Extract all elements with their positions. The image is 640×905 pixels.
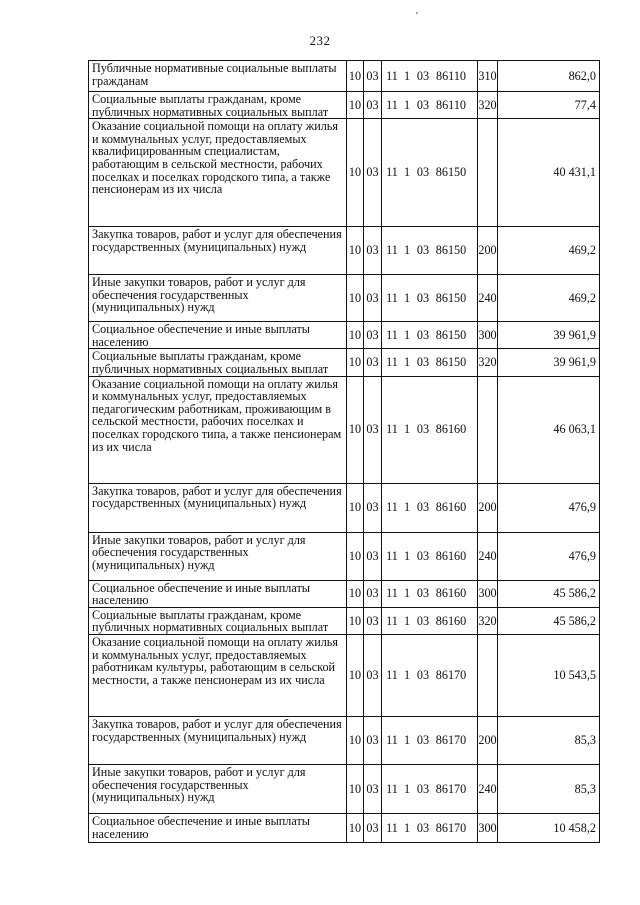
amount: 10 543,5 bbox=[498, 634, 600, 716]
target-article-code bbox=[382, 532, 478, 580]
expense-type-code: 300 bbox=[478, 322, 498, 349]
section-code: 10 bbox=[347, 813, 364, 842]
target-article-part: 11 bbox=[386, 327, 398, 342]
target-article-part: 11 bbox=[386, 355, 398, 370]
target-article-part: 11 bbox=[386, 97, 398, 112]
section-code: 10 bbox=[347, 532, 364, 580]
target-article-code bbox=[382, 716, 478, 764]
target-article-part: 1 bbox=[403, 165, 411, 180]
target-article-part: 11 bbox=[386, 500, 398, 515]
expense-name: Социальное обеспечение и иные выплаты населению bbox=[89, 322, 347, 349]
target-article-part: 1 bbox=[403, 422, 411, 437]
expense-name: Социальные выплаты гражданам, кроме публичных нормативных социальных выплат bbox=[89, 607, 347, 634]
target-article-part: 03 bbox=[416, 500, 430, 515]
expense-name: Социальное обеспечение и иные выплаты населению bbox=[89, 813, 347, 842]
amount: 476,9 bbox=[498, 483, 600, 532]
subsection-code: 03 bbox=[364, 532, 382, 580]
amount: 45 586,2 bbox=[498, 607, 600, 634]
section-code: 10 bbox=[347, 376, 364, 483]
target-article-part: 03 bbox=[416, 97, 430, 112]
target-article-code bbox=[382, 483, 478, 532]
table-row bbox=[89, 716, 600, 764]
target-article-part: 1 bbox=[403, 668, 411, 683]
target-article-part: 03 bbox=[416, 613, 430, 628]
expense-type-code: 300 bbox=[478, 580, 498, 607]
budget-table bbox=[88, 60, 600, 843]
target-article-part: 03 bbox=[416, 820, 430, 835]
target-article-part: 1 bbox=[403, 243, 411, 258]
subsection-code: 03 bbox=[364, 92, 382, 119]
section-code: 10 bbox=[347, 227, 364, 275]
subsection-code: 03 bbox=[364, 483, 382, 532]
target-article-part: 86170 bbox=[435, 820, 467, 835]
target-article-part: 03 bbox=[416, 290, 430, 305]
expense-name: Социальные выплаты гражданам, кроме публичных нормативных социальных выплат bbox=[89, 92, 347, 119]
amount: 85,3 bbox=[498, 716, 600, 764]
section-code: 10 bbox=[347, 716, 364, 764]
table-row bbox=[89, 634, 600, 716]
section-code: 10 bbox=[347, 119, 364, 227]
table-row bbox=[89, 376, 600, 483]
target-article-part: 1 bbox=[403, 781, 411, 796]
table-row bbox=[89, 322, 600, 349]
table-row bbox=[89, 119, 600, 227]
target-article-part: 1 bbox=[403, 290, 411, 305]
target-article-part: 86170 bbox=[435, 733, 467, 748]
table-row bbox=[89, 92, 600, 119]
target-article-part: 11 bbox=[386, 165, 398, 180]
target-article-code bbox=[382, 92, 478, 119]
subsection-code: 03 bbox=[364, 275, 382, 322]
target-article-part: 03 bbox=[416, 733, 430, 748]
table-row bbox=[89, 532, 600, 580]
expense-name: Закупка товаров, работ и услуг для обеспечения государственных (муниципальных) нужд bbox=[89, 227, 347, 275]
expense-type-code: 200 bbox=[478, 483, 498, 532]
amount: 469,2 bbox=[498, 275, 600, 322]
target-article-part: 11 bbox=[386, 290, 398, 305]
section-code: 10 bbox=[347, 61, 364, 92]
expense-type-code: 200 bbox=[478, 716, 498, 764]
target-article-part: 11 bbox=[386, 243, 398, 258]
subsection-code: 03 bbox=[364, 580, 382, 607]
section-code: 10 bbox=[347, 607, 364, 634]
expense-name: Закупка товаров, работ и услуг для обеспечения государственных (муниципальных) нужд bbox=[89, 716, 347, 764]
section-code: 10 bbox=[347, 764, 364, 813]
subsection-code: 03 bbox=[364, 764, 382, 813]
expense-type-code: 320 bbox=[478, 349, 498, 376]
amount: 77,4 bbox=[498, 92, 600, 119]
table-row bbox=[89, 580, 600, 607]
target-article-code bbox=[382, 813, 478, 842]
target-article-part: 03 bbox=[416, 586, 430, 601]
target-article-part: 1 bbox=[403, 500, 411, 515]
subsection-code: 03 bbox=[364, 227, 382, 275]
table-row bbox=[89, 349, 600, 376]
target-article-part: 86160 bbox=[435, 422, 467, 437]
target-article-part: 86150 bbox=[435, 355, 467, 370]
expense-type-code: 240 bbox=[478, 532, 498, 580]
expense-type-code bbox=[478, 634, 498, 716]
target-article-part: 03 bbox=[416, 243, 430, 258]
target-article-part: 86150 bbox=[435, 290, 467, 305]
target-article-part: 11 bbox=[386, 548, 398, 563]
target-article-part: 86150 bbox=[435, 165, 467, 180]
table-row bbox=[89, 813, 600, 842]
target-article-part: 03 bbox=[416, 327, 430, 342]
section-code: 10 bbox=[347, 322, 364, 349]
table-row bbox=[89, 607, 600, 634]
target-article-part: 03 bbox=[416, 422, 430, 437]
target-article-part: 86160 bbox=[435, 548, 467, 563]
section-code: 10 bbox=[347, 349, 364, 376]
expense-name: Иные закупки товаров, работ и услуг для обеспечения государственных (муниципальных) нужд bbox=[89, 764, 347, 813]
target-article-part: 03 bbox=[416, 165, 430, 180]
amount: 46 063,1 bbox=[498, 376, 600, 483]
target-article-part: 03 bbox=[416, 355, 430, 370]
target-article-part: 86150 bbox=[435, 327, 467, 342]
target-article-part: 11 bbox=[386, 668, 398, 683]
target-article-code bbox=[382, 227, 478, 275]
target-article-part: 1 bbox=[403, 586, 411, 601]
section-code: 10 bbox=[347, 275, 364, 322]
target-article-part: 1 bbox=[403, 613, 411, 628]
target-article-part: 11 bbox=[386, 586, 398, 601]
target-article-code bbox=[382, 376, 478, 483]
amount: 45 586,2 bbox=[498, 580, 600, 607]
expense-name: Иные закупки товаров, работ и услуг для обеспечения государственных (муниципальных) нужд bbox=[89, 275, 347, 322]
target-article-part: 1 bbox=[403, 327, 411, 342]
expense-name: Оказание социальной помощи на оплату жилья и коммунальных услуг, предоставляемых работникам культуры, работающим в сельской местности, а также пенсионерам из их числа bbox=[89, 634, 347, 716]
target-article-code bbox=[382, 119, 478, 227]
subsection-code: 03 bbox=[364, 716, 382, 764]
target-article-code bbox=[382, 61, 478, 92]
target-article-code bbox=[382, 607, 478, 634]
target-article-part: 86160 bbox=[435, 500, 467, 515]
amount: 39 961,9 bbox=[498, 322, 600, 349]
target-article-code bbox=[382, 349, 478, 376]
target-article-part: 11 bbox=[386, 422, 398, 437]
expense-type-code: 310 bbox=[478, 61, 498, 92]
target-article-code bbox=[382, 275, 478, 322]
amount: 469,2 bbox=[498, 227, 600, 275]
target-article-part: 86160 bbox=[435, 613, 467, 628]
subsection-code: 03 bbox=[364, 607, 382, 634]
section-code: 10 bbox=[347, 483, 364, 532]
target-article-part: 11 bbox=[386, 733, 398, 748]
section-code: 10 bbox=[347, 92, 364, 119]
amount: 40 431,1 bbox=[498, 119, 600, 227]
target-article-part: 86170 bbox=[435, 781, 467, 796]
target-article-part: 1 bbox=[403, 68, 411, 83]
amount: 39 961,9 bbox=[498, 349, 600, 376]
target-article-part: 03 bbox=[416, 668, 430, 683]
target-article-part: 1 bbox=[403, 355, 411, 370]
target-article-part: 86110 bbox=[435, 68, 467, 83]
target-article-part: 11 bbox=[386, 781, 398, 796]
target-article-part: 11 bbox=[386, 820, 398, 835]
expense-type-code: 240 bbox=[478, 275, 498, 322]
target-article-part: 11 bbox=[386, 613, 398, 628]
target-article-part: 03 bbox=[416, 781, 430, 796]
target-article-part: 86170 bbox=[435, 668, 467, 683]
target-article-part: 86110 bbox=[435, 97, 467, 112]
amount: 10 458,2 bbox=[498, 813, 600, 842]
table-row bbox=[89, 61, 600, 92]
expense-type-code: 320 bbox=[478, 92, 498, 119]
expense-type-code: 200 bbox=[478, 227, 498, 275]
expense-name: Оказание социальной помощи на оплату жилья и коммунальных услуг, предоставляемых педагогическим работникам, проживающим в сельской местности, рабочих поселках и поселках городского типа, а также пенсионерам из их числа bbox=[89, 376, 347, 483]
target-article-part: 86150 bbox=[435, 243, 467, 258]
expense-name: Социальные выплаты гражданам, кроме публичных нормативных социальных выплат bbox=[89, 349, 347, 376]
table-row bbox=[89, 227, 600, 275]
expense-type-code: 300 bbox=[478, 813, 498, 842]
target-article-part: 11 bbox=[386, 68, 398, 83]
amount: 85,3 bbox=[498, 764, 600, 813]
subsection-code: 03 bbox=[364, 813, 382, 842]
target-article-part: 1 bbox=[403, 820, 411, 835]
expense-name: Социальное обеспечение и иные выплаты населению bbox=[89, 580, 347, 607]
expense-name: Закупка товаров, работ и услуг для обеспечения государственных (муниципальных) нужд bbox=[89, 483, 347, 532]
target-article-code bbox=[382, 580, 478, 607]
expense-name: Оказание социальной помощи на оплату жилья и коммунальных услуг, предоставляемых квалифицированным специалистам, работающим в сельской местности, рабочих поселках и поселках городского типа, а также пенсионерам из их числа bbox=[89, 119, 347, 227]
target-article-part: 1 bbox=[403, 97, 411, 112]
amount: 476,9 bbox=[498, 532, 600, 580]
section-code: 10 bbox=[347, 580, 364, 607]
expense-type-code bbox=[478, 376, 498, 483]
target-article-code bbox=[382, 634, 478, 716]
table-row bbox=[89, 483, 600, 532]
expense-type-code bbox=[478, 119, 498, 227]
expense-name: Публичные нормативные социальные выплаты гражданам bbox=[89, 61, 347, 92]
subsection-code: 03 bbox=[364, 349, 382, 376]
scan-speck bbox=[416, 12, 418, 14]
amount: 862,0 bbox=[498, 61, 600, 92]
page-number: 232 bbox=[309, 33, 331, 48]
subsection-code: 03 bbox=[364, 322, 382, 349]
table-row bbox=[89, 275, 600, 322]
subsection-code: 03 bbox=[364, 61, 382, 92]
subsection-code: 03 bbox=[364, 634, 382, 716]
target-article-code bbox=[382, 764, 478, 813]
target-article-part: 86160 bbox=[435, 586, 467, 601]
expense-type-code: 320 bbox=[478, 607, 498, 634]
subsection-code: 03 bbox=[364, 376, 382, 483]
expense-name: Иные закупки товаров, работ и услуг для обеспечения государственных (муниципальных) нужд bbox=[89, 532, 347, 580]
section-code: 10 bbox=[347, 634, 364, 716]
target-article-part: 1 bbox=[403, 733, 411, 748]
target-article-part: 1 bbox=[403, 548, 411, 563]
table-row bbox=[89, 764, 600, 813]
subsection-code: 03 bbox=[364, 119, 382, 227]
target-article-part: 03 bbox=[416, 68, 430, 83]
target-article-part: 03 bbox=[416, 548, 430, 563]
target-article-code bbox=[382, 322, 478, 349]
expense-type-code: 240 bbox=[478, 764, 498, 813]
